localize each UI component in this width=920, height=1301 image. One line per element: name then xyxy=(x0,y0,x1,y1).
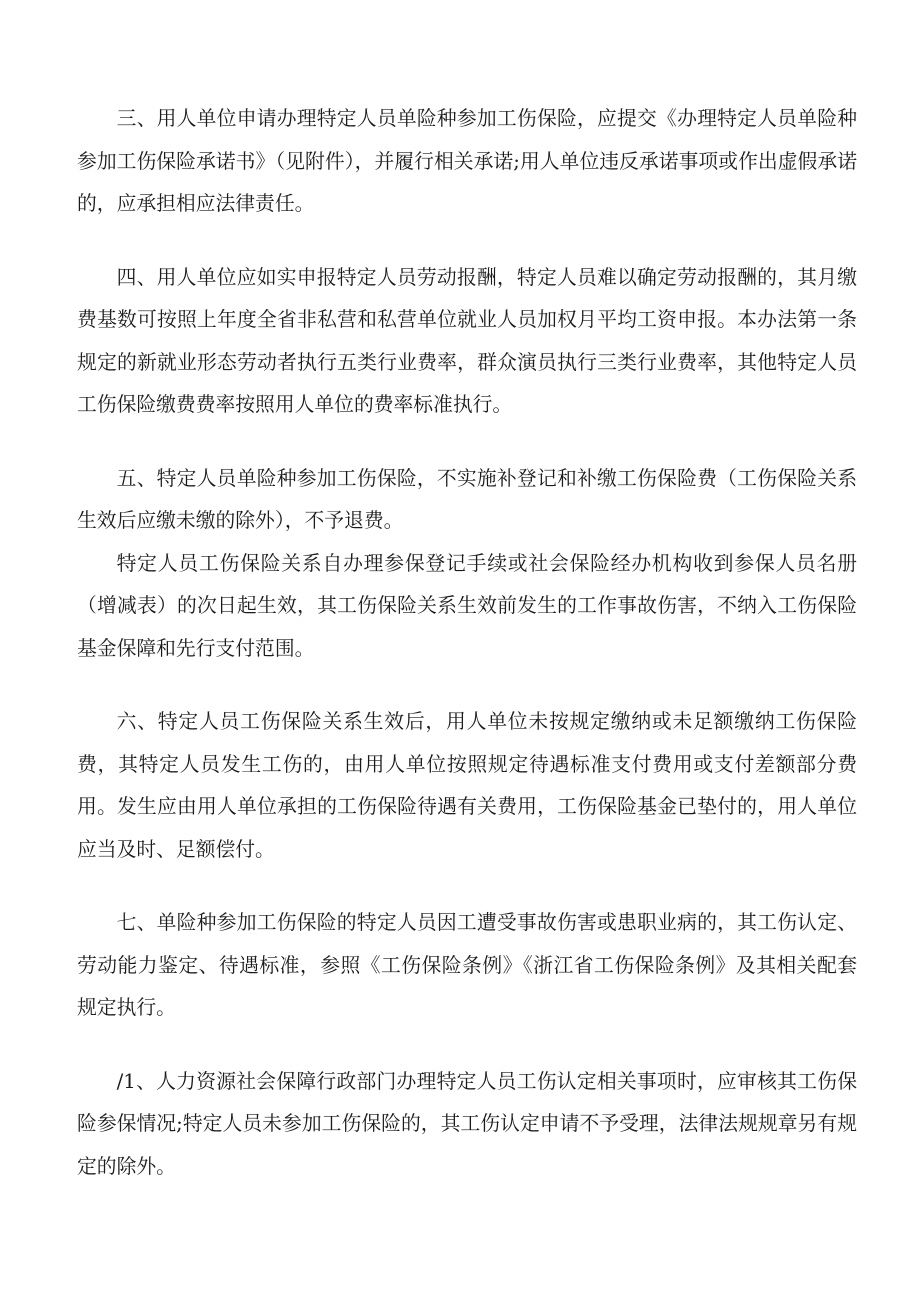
paragraph-7: 七、单险种参加工伤保险的特定人员因工遭受事故伤害或患职业病的，其工伤认定、劳动能力鉴定、待遇标准，参照《工伤保险条例》《浙江省工伤保险条例》及其相关配套规定执行。 xyxy=(77,911,857,1019)
paragraph-5: 五、特定人员单险种参加工伤保险，不实施补登记和补缴工伤保险费（工伤保险关系生效后应缴未缴的除外），不予退费。 xyxy=(77,466,857,532)
document-page xyxy=(77,98,857,1188)
paragraph-6: 六、特定人员工伤保险关系生效后，用人单位未按规定缴纳或未足额缴纳工伤保险费，其特定人员发生工伤的，由用人单位按照规定待遇标准支付费用或支付差额部分费用。发生应由用人单位承担的工伤保险待遇有关费用，工伤保险基金已垫付的，用人单位应当及时、足额偿付。 xyxy=(77,710,857,861)
paragraph-8: /1、人力资源社会保障行政部门办理特定人员工伤认定相关事项时，应审核其工伤保险参保情况;特定人员未参加工伤保险的，其工伤认定申请不予受理，法律法规规章另有规定的除外。 xyxy=(77,1069,857,1178)
paragraph-4: 四、用人单位应如实申报特定人员劳动报酬，特定人员难以确定劳动报酬的，其月缴费基数可按照上年度全省非私营和私营单位就业人员加权月平均工资申报。本办法第一条规定的新就业形态劳动者执行五类行业费率，群众演员执行三类行业费率，其他特定人员工伤保险缴费费率按照用人单位的费率标准执行。 xyxy=(77,265,857,416)
paragraph-5-continued: 特定人员工伤保险关系自办理参保登记手续或社会保险经办机构收到参保人员名册（增减表）的次日起生效，其工伤保险关系生效前发生的工作事故伤害，不纳入工伤保险基金保障和先行支付范围。 xyxy=(77,551,857,660)
paragraph-3: 三、用人单位申请办理特定人员单险种参加工伤保险，应提交《办理特定人员单险种参加工伤保险承诺书》（见附件），并履行相关承诺;用人单位违反承诺事项或作出虚假承诺的，应承担相应法律责任。 xyxy=(77,107,857,215)
